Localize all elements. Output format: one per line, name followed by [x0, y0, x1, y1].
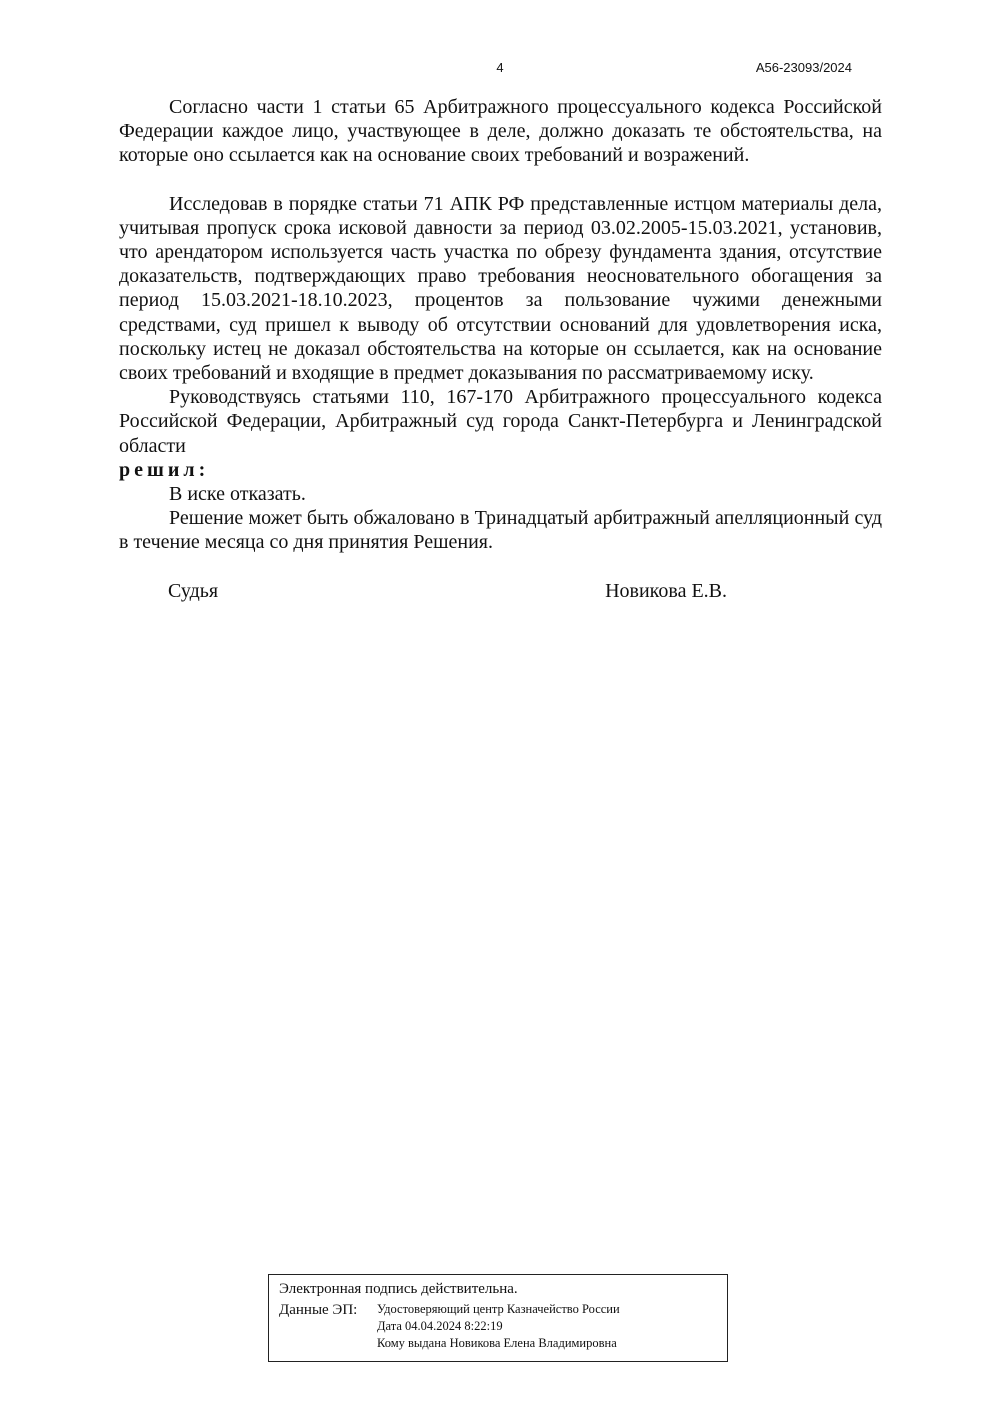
paragraph-evidence-rule: Согласно части 1 статьи 65 Арбитражного процессуального кодекса Российской Федерации каждое лицо, участвующее в деле, должно доказать те обстоятельства, на которые оно ссылается как на основание своих требований и возражений.: [119, 96, 882, 167]
case-number: А56-23093/2024: [755, 60, 852, 75]
signature-data-row: [279, 1301, 717, 1352]
judge-label: Судья: [168, 579, 219, 602]
signature-data-label: Данные ЭП:: [279, 1302, 358, 1318]
electronic-signature-box: [268, 1274, 728, 1362]
certificate-center: Удостоверяющий центр Казначейство России: [377, 1302, 620, 1316]
judge-name: Новикова Е.В.: [605, 579, 727, 602]
signature-issued-to: Кому выдана Новикова Елена Владимировна: [377, 1336, 617, 1350]
document-body: [119, 95, 882, 603]
page-number: 4: [496, 60, 504, 75]
paragraph-findings: Исследовав в порядке статьи 71 АПК РФ представленные истцом материалы дела, учитывая пропуск срока исковой давности за период 03.02.2005-15.03.2021, установив, что арендатором используется часть участка по обрезу фундамента здания, отсутствие доказательств, подтверждающих право требования неосновательного обогащения за период 15.03.2021-18.10.2023, процентов за пользование чужими денежными средствами, суд пришел к выводу об отсутствии оснований для удовлетворения иска, поскольку истец не доказал обстоятельства на которые он ссылается, как на основание своих требований и входящие в предмет доказывания по рассматриваемому иску.: [119, 192, 882, 385]
paragraph-legal-basis: Руководствуясь статьями 110, 167-170 Арбитражного процессуального кодекса Российской Федерации, Арбитражный суд города Санкт-Петербурга и Ленинградской области: [119, 386, 882, 457]
signature-date: Дата 04.04.2024 8:22:19: [377, 1319, 503, 1333]
signature-validity: Электронная подпись действительна.: [279, 1281, 518, 1297]
decision-heading: решил:: [119, 458, 210, 481]
decision-reject: В иске отказать.: [169, 483, 306, 506]
signature-details: [377, 1301, 620, 1352]
judge-signature-row: [119, 579, 882, 603]
decision-appeal: Решение может быть обжаловано в Тринадцатый арбитражный апелляционный суд в течение месяца со дня принятия Решения.: [119, 507, 882, 554]
